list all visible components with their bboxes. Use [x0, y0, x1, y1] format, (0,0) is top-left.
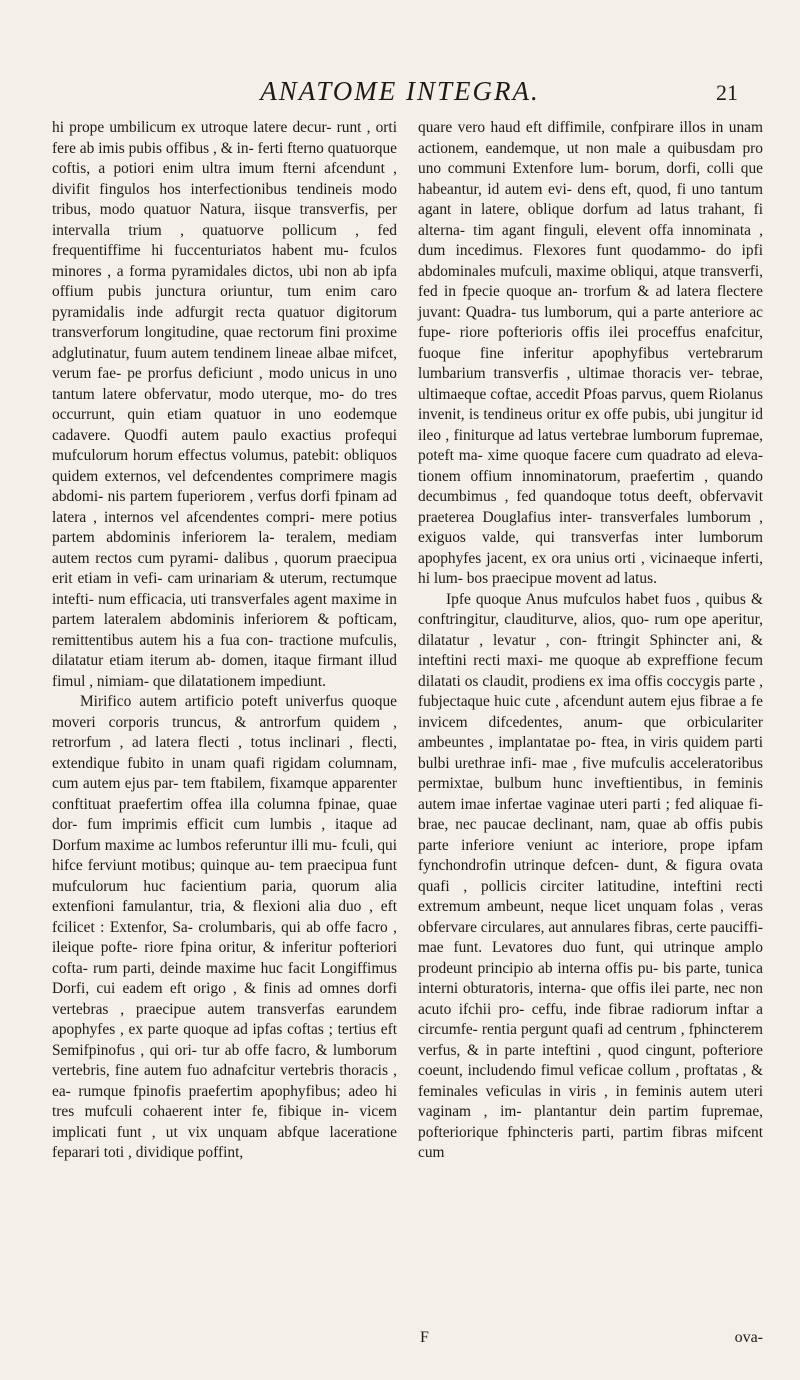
- paragraph: hi prope umbilicum ex utroque latere decur- runt , orti fere ab imis pubis offibus , & in- ferti fterno quatuorque coftis, a potiori enim ultra imum fterni afcendunt , divifit fingulos hos interfectionibus tendineis modo tribus, modo quatuor Natura, iisque transverfis, per intervalla trium , quatuorve pollicum , fed frequentiffime hi fuccenturiatos habent mu- fculos minores , a forma pyramidales dictos, ubi non ab ipfa offium pubis junctura oriuntur, tum enim caro pyramidalis inde adfurgit recta quatuor digitorum transverforum longitudine, quae rectorum fini proxime adglutinatur, fuum autem tendinem lineae albae mifcet, verum fae- pe prorfus deficiunt , modo unicus in uno tantum latere obfervatur, modo uterque, mo- do tres occurrunt, quin etiam quatuor in uno eodemque cadavere. Quodfi autem paulo exactius profequi mufculorum horum effectus volumus, patebit: obliquos quidem externos, vel defcendentes comprimere magis abdomi- nis partem fuperiorem , verfus dorfi fpinam ad latera , internos vel afcendentes compri- mere potius partem abdominis inferiorem la- teralem, mediam autem rectos cum pyrami- dalibus , quorum praecipua erit etiam in vefi- cam urinariam & uterum, rectumque intefti- num efficacia, uti transverfales agent maxime in partem lateralem abdominis inferiorem & pofticam, remittentibus autem his a fua con- tractione mufculis, dilatatur etiam iterum ab- domen, itaque firmant illud fimul , nimiam- que dilatationem impediunt.: [52, 119, 397, 690]
- left-column: [52, 118, 397, 1164]
- paragraph: Ipfe quoque Anus mufculos habet fuos , quibus & conftringitur, clauditurve, alios, quo- rum ope aperitur, dilatatur , levatur , con- ftringit Sphincter ani, & inteftini recti maxi- me quoque ab expreffione fecum dilatati os claudit, prodiens ex ima offis coccygis parte , fubjectaque huic cute , afcendunt autem ejus fibrae a fe invicem difcedentes, anum- que orbiculariter ambeuntes , implantatae po- ftea, in viris quidem parti bulbi urethrae infi- mae , five mufculis acceleratoribus permixtae, bulbum hunc inveftientibus, in feminis autem imae infertae vaginae uteri parti ; fed aliquae fi- brae, nec paucae declinant, nam, quae ab offis pubis parte inferiore veniunt ac interiore, prope ipfam fynchondrofin utrinque defcen- dunt, & figura ovata quafi , pollicis circiter latitudine, inteftini recti extremum ambeunt, neque licet unquam folas , veras obfervare circulares, aut annulares fibras, certe pauciffi- mae funt. Levatores duo funt, qui utrinque amplo prodeunt principio ab interna offis pu- bis parte, tunica interni obturatoris, interna- que offis ilei parte, nec non acuto ifchii pro- ceffu, inde fibrae radiorum inftar a circumfe- rentia pergunt quafi ad centrum , fphincterem verfus, & in parte inteftini , quod cingunt, pofteriore coeunt, includendo fimul veficae collum , proftatas , & feminales veficulas in viris , in feminis autem uteri vaginam , im- plantantur dein partim fupremae, pofteriorique fphincteris parti, partim fibras mifcent cum: [418, 590, 763, 1161]
- catchword: ova-: [734, 1329, 763, 1346]
- page-header: [0, 76, 800, 112]
- right-column: [418, 118, 763, 1164]
- signature-mark: F: [420, 1329, 429, 1346]
- page-number: 21: [716, 80, 738, 105]
- paragraph: quare vero haud eft diffimile, confpirare illos in unam actionem, eandemque, ut non male a quibusdam pro uno communi Extenfore lum- borum, dorfi, colli que habeantur, id autem evi- dens eft, quod, fi uno tantum agant in latere, oblique dorfum ad latus trahant, fi alterna- tim agant finguli, elevent offa innominata , dum incedimus. Flexores funt quodammo- do ipfi abdominales mufculi, maxime obliqui, atque transverfi, fed in fpecie quoque an- trorfum & ad latera flectere juvant: Quadra- tus lumborum, qui a parte anteriore ac fupe- riore pofterioris offis ilei proceffus enafcitur, fuoque fine inferitur apophyfibus vertebrarum lumbarium transverfis , ultimae thoracis ver- tebrae, ultimaeque coftae, accedit Pfoas parvus, quem Riolanus invenit, is tendineus oritur ex offe pubis, ubi jungitur id ileo , finiturque ad latus vertebrae lumborum fupremae, poteft ma- xime quoque facere cum quadrato ad eleva- tionem offium innominatorum, praefertim , quando decumbimus , fed quandoque totus deeft, obfervavit praeterea Douglafius inter- transverfales lumborum , exiguos valde, qui transverfas inter lumborum apophyfes jacent, ex ora unius orti , vicinaeque inferti, hi lum- bos praecipue movent ad latus.: [418, 119, 763, 587]
- running-title: ANATOME INTEGRA.: [260, 76, 540, 106]
- page-footer: [418, 1329, 763, 1351]
- paragraph: Mirifico autem artificio poteft univerfus quoque moveri corporis truncus, & antrorfum quidem , retrorfum , ad latera flecti , totus inclinari , flecti, extendique fubito in unam quafi rigidam columnam, cum autem ejus par- tem ftabilem, fixamque apparenter conftituat praefertim offea illa columna fpinae, quae dor- fum imprimis efficit cum lumbis , itaque ad Dorfum maxime ac lumbos referuntur illi mu- fculi, qui hifce ferviunt motibus; quinque au- tem praecipua funt mufculorum huc facientium paria, quorum alia extenfioni famulantur, tria, & flexioni alia duo , eft fcilicet : Extenfor, Sa- crolumbaris, qui ab offe facro , ileique pofte- riore fpina oritur, & inferitur pofteriori cofta- rum parti, deinde maxime huc facit Longiffimus Dorfi, cui eadem eft origo , & finis ad omnes dorfi vertebras , praecipue autem transverfas earundem apophyfes , ex parte quoque ad ipfas coftas ; tertius eft Semifpinofus , qui ori- tur ab offe facro, & lumborum vertebris, fine autem fuo adnafcitur vertebris thoracis , ea- rumque fpinofis praefertim apophyfibus; adeo hi tres mufculi cohaerent inter fe, fibique in- vicem implicati funt , ut vix unquam abfque laceratione feparari toti , dividique poffint,: [52, 693, 397, 1161]
